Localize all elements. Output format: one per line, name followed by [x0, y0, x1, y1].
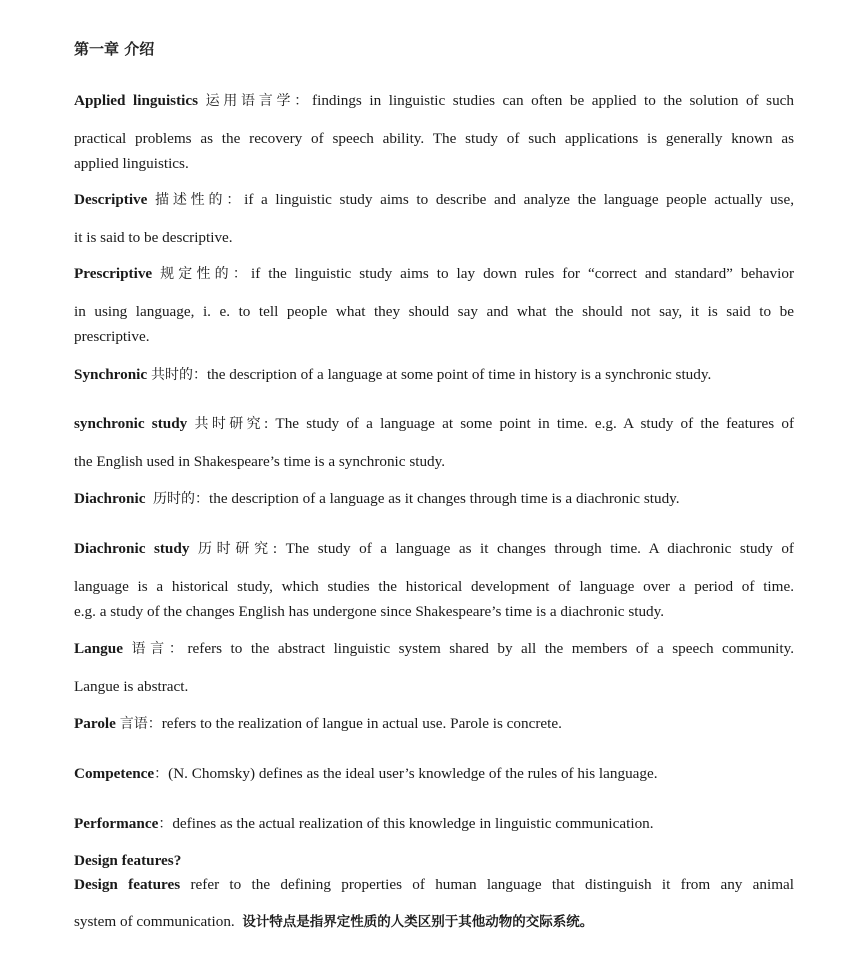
entry-separator: ：	[147, 716, 162, 732]
entry-term-cn: 规定性的	[160, 266, 233, 282]
entry-separator: :	[272, 540, 278, 557]
entry-term: Descriptive	[74, 191, 148, 208]
entry-text: (N. Chomsky) defines as the ideal user’s knowledge of the rules of his language.	[168, 765, 658, 782]
entry-term-cn: 语言	[131, 641, 169, 657]
entry-term: Competence	[74, 765, 155, 782]
entry-line: language is a historical study, which studies the historical development of language over a period of time.	[74, 578, 794, 595]
entry-applied-linguistics	[74, 82, 794, 171]
entry-text: refers to the abstract linguistic system shared by all the members of a speech community.	[187, 640, 795, 657]
entry-prescriptive	[74, 255, 794, 344]
entry-line	[74, 630, 794, 668]
entry-line: prescriptive.	[74, 328, 150, 345]
entry-separator: ：	[154, 766, 169, 782]
entry-term-cn: 历时的	[153, 491, 196, 507]
entry-line	[74, 903, 794, 941]
entry-term: Parole	[74, 715, 116, 732]
chapter-title: 第一章 介绍	[74, 40, 155, 58]
entry-line	[74, 181, 794, 219]
entry-term-cn: 运用语言学	[205, 93, 295, 109]
entry-line: in using language, i. e. to tell people what they should say and what the should not say, it is said to be	[74, 303, 794, 320]
entry-separator: ：	[232, 266, 251, 282]
entry-text: the description of a language as it changes through time is a diachronic study.	[209, 490, 680, 507]
entry-langue	[74, 630, 794, 705]
entry-diachronic-study	[74, 530, 794, 619]
entry-line: it is said to be descriptive.	[74, 229, 233, 246]
entry-line: the English used in Shakespeare’s time is a synchronic study.	[74, 453, 446, 470]
entry-competence	[74, 755, 794, 793]
entry-term: Langue	[74, 640, 123, 657]
entry-text-cn: 设计特点是指界定性质的人类区别于其他动物的交际系统。	[242, 914, 594, 930]
entry-term: Applied linguistics	[74, 92, 199, 109]
entry-term: Performance	[74, 815, 159, 832]
entry-separator: ：	[294, 93, 313, 109]
entry-term: Synchronic	[74, 366, 148, 383]
entry-term-cn: 描述性的	[155, 192, 227, 208]
entry-line	[74, 755, 794, 793]
entry-term: Prescriptive	[74, 265, 153, 282]
entry-text: if a linguistic study aims to describe and analyze the language people actually use,	[244, 191, 795, 208]
entry-diachronic	[74, 480, 794, 518]
entry-text: defines as the actual realization of this knowledge in linguistic communication.	[172, 815, 654, 832]
entry-line	[74, 82, 794, 120]
entry-separator: ：	[226, 192, 245, 208]
entry-text: if the linguistic study aims to lay down rules for “correct and standard” behavior	[250, 265, 795, 282]
entry-line: applied linguistics.	[74, 155, 189, 172]
entry-performance	[74, 805, 794, 843]
entry-line	[74, 805, 794, 843]
entry-descriptive	[74, 181, 794, 256]
entry-term-cn: 共时研究	[194, 416, 264, 432]
entry-separator: :	[264, 415, 269, 432]
entry-line	[74, 866, 794, 903]
entry-text: refers to the realization of langue in actual use. Parole is concrete.	[161, 715, 562, 732]
entry-text: The study of a language at some point in time. e.g. A study of the features of	[275, 415, 795, 432]
entry-text: the description of a language at some point of time in history is a synchronic study.	[206, 366, 712, 383]
entry-line: e.g. a study of the changes English has undergone since Shakespeare’s time is a diachronic study.	[74, 603, 665, 620]
entry-line	[74, 405, 794, 443]
entry-line	[74, 530, 794, 568]
entry-text: system of communication.	[74, 913, 235, 930]
entry-line	[74, 356, 794, 394]
entry-term-cn: 历时研究	[197, 541, 273, 557]
entry-term-cn: 共时的	[150, 367, 193, 383]
entry-synchronic	[74, 356, 794, 394]
entry-line	[74, 705, 794, 743]
entry-term: Design features	[74, 876, 181, 893]
entry-separator: ：	[192, 367, 207, 383]
entry-line: practical problems as the recovery of speech ability. The study of such applications is generally known as	[74, 130, 794, 147]
entry-term: synchronic study	[74, 415, 188, 432]
entry-line	[74, 480, 794, 518]
entry-text: The study of a language as it changes through time. A diachronic study of	[285, 540, 794, 557]
entry-term: Diachronic	[74, 490, 146, 507]
entry-parole	[74, 705, 794, 743]
entry-separator: ：	[195, 491, 210, 507]
entry-term: Diachronic study	[74, 540, 190, 557]
entry-text: refer to the defining properties of human language that distinguish it from any animal	[190, 876, 795, 893]
entry-separator: ：	[158, 816, 173, 832]
entry-term-cn: 言语	[119, 716, 148, 732]
section-heading-design-features: Design features?	[74, 852, 182, 869]
entry-synchronic-study	[74, 405, 794, 480]
entry-line	[74, 255, 794, 293]
entry-design-features	[74, 866, 794, 941]
entry-line: Langue is abstract.	[74, 678, 189, 695]
entry-separator: ：	[168, 641, 188, 657]
entry-text: findings in linguistic studies can often be applied to the solution of such	[312, 92, 794, 109]
